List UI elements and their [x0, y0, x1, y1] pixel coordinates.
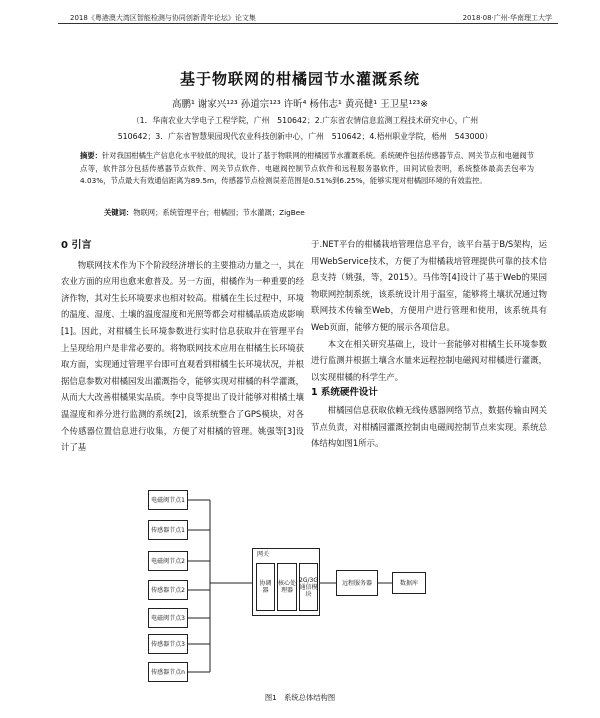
paragraph: 于.NET平台的柑橘栽培管理信息平台，该平台基于B/S架构，运用WebService技术，方便了为柑橘栽培管理提供可靠的技术信息支持（姚强，等，2015）。马伟等[4]设计了基于Web的果园物联网控制系统，该系统设计用于温室，能够将土壤状况通过物联网技术传输至Web，方便用户进行管理和使用，该系统具有Web页面，能够方便的展示各项信息。 — [311, 239, 547, 332]
communication-module-box: 2G/3G通信模块 — [299, 563, 318, 611]
sensor-node-3: 传感器节点3 — [148, 634, 188, 654]
running-header-right: 2018·08·广州·华南理工大学 — [462, 14, 552, 22]
coordinator-box: 协调器 — [256, 563, 275, 611]
running-header-left: 2018《粤港澳大湾区智能检测与协同创新青年论坛》论文集 — [70, 14, 256, 22]
right-column — [311, 236, 547, 452]
paragraph: 柑橘园信息获取依赖无线传感器网络节点，数据传输由网关节点负责，对柑橘园灌溉控制由电磁阀控制节点来实现。系统总体结构如图1所示。 — [311, 404, 547, 449]
solenoid-valve-node-1: 电磁阀节点1 — [148, 490, 188, 510]
section-heading-introduction: 0 引言 — [61, 240, 92, 251]
affiliation-line: 510642；3．广东省智慧果园现代农业科技创新中心，广州 510642；4.梧州职业学院，梧州 543000） — [117, 132, 493, 141]
keywords-text: 物联网；系统管理平台；柑橘园；节水灌溉；ZigBee — [133, 208, 305, 217]
paragraph: 物联网技术作为下个阶段经济增长的主要推动力量之一，其在农业方面的应用也愈来愈普及。另一方面，柑橘作为一种重要的经济作物，其对生长环境要求也相对较高。柑橘在生长过程中，环境的温度、湿度、土壤的温度湿度和光照等都会对柑橘品质造成影响[1]。因此，对柑橘生长环境参数进行实时信息获取并在管理平台上呈现给用户是非常必要的。将物联网技术应用在柑橘生长环境获取方面，实现通过管理平台即可直观看到柑橘生长环境状况，并根据信息参数对柑橘园发出灌溉指令，能够实现对柑橘的科学灌溉，从而大大改善柑橘果实品质。李中良等提出了设计能够对柑橘土壤温湿度和养分进行监测的系统[2]，该系统整合了GPS模块，对各个传感器位置信息进行收集，方便了对柑橘的管理。姚强等[3]设计了基 — [61, 259, 304, 453]
solenoid-valve-node-3: 电磁阀节点3 — [148, 608, 188, 628]
sensor-node-1: 传感器节点1 — [148, 520, 188, 540]
gateway-box — [252, 548, 320, 616]
header-rule — [58, 23, 558, 24]
database-box: 数据库 — [392, 572, 426, 594]
affiliations — [58, 113, 552, 145]
solenoid-valve-node-2: 电磁阀节点2 — [148, 551, 188, 571]
paper-title: 基于物联网的柑橘园节水灌溉系统 — [179, 70, 420, 88]
sensor-node-2: 传感器节点2 — [148, 580, 188, 600]
remote-server-box: 远程服务器 — [336, 570, 378, 596]
authors: 高鹏¹ 谢家兴¹²³ 孙道宗¹²³ 许昕⁴ 杨伟志¹ 黄亮健¹ 王卫星¹²³※ — [171, 99, 429, 110]
figure-system-structure — [140, 478, 480, 688]
abstract — [80, 150, 534, 188]
abstract-label: 摘要： — [80, 151, 102, 160]
paragraph: 本文在相关研究基础上，设计一套能够对柑橘生长环境参数进行监测并根据土壤含水量来远程控制电磁阀对柑橘进行灌溉，以实现柑橘的科学生产。 — [311, 338, 547, 382]
sensor-node-n: 传感器节点n — [148, 662, 188, 682]
figure-caption: 图1 系统总体结构图 — [264, 693, 336, 702]
left-column — [61, 236, 304, 456]
gateway-label: 网关 — [257, 551, 270, 558]
section-heading-hardware: 1 系统硬件设计 — [311, 387, 378, 399]
affiliation-line: （1．华南农业大学电子工程学院，广州 510642；2.广东省农情信息监测工程技术研究中心，广州 — [131, 116, 479, 125]
abstract-text: 针对我国柑橘生产信息化水平较低的现状，设计了基于物联网的柑橘园节水灌溉系统。系统硬件包括传感器节点、网关节点和电磁阀节点等，软件部分包括传感器节点软件、网关节点软件、电磁阀控制节点软件和远程服务器软件，田间试验表明，系统整体最高丢包率为4.03%，节点最大有效通信距离为89.5m，传感器节点检测误差范围是0.51%到6.25%，能够实现对柑橘园环境的有效监控。 — [80, 151, 535, 186]
keywords — [104, 208, 305, 218]
keywords-label: 关键词： — [104, 208, 134, 217]
core-processor-box: 核心处理器 — [277, 563, 297, 611]
